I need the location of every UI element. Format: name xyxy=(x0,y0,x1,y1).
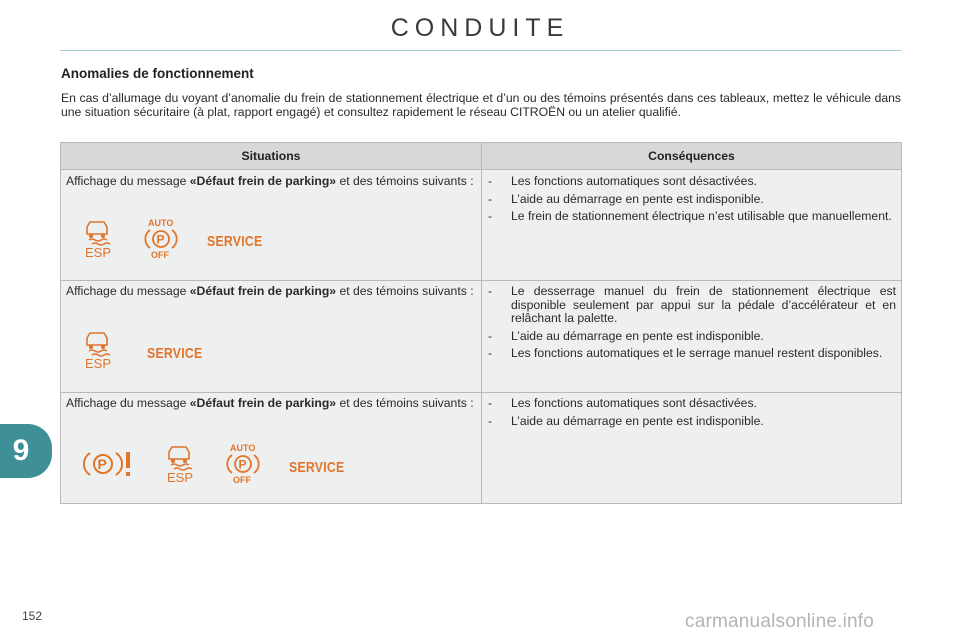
svg-text:AUTO: AUTO xyxy=(148,218,174,228)
parking-brake-fault-icon xyxy=(83,449,137,479)
bullet-dash: - xyxy=(488,396,493,410)
warning-icons xyxy=(61,171,481,271)
svg-text:ESP: ESP xyxy=(167,470,194,484)
situation-suffix: et des témoins suivants : xyxy=(336,284,474,298)
svg-text:P: P xyxy=(238,457,247,472)
list-item xyxy=(488,175,896,189)
bullet-dash: - xyxy=(488,328,493,343)
consequence-text: L’aide au démarrage en pente est indisponible. xyxy=(511,328,764,343)
list-item xyxy=(488,397,896,411)
situation-message: «Défaut frein de parking» xyxy=(189,396,337,410)
bullet-dash: - xyxy=(488,191,493,206)
svg-text:P: P xyxy=(156,232,165,247)
service-icon: SERVICE xyxy=(147,345,203,362)
consequence-text: Les fonctions automatiques et le serrage manuel restent disponibles. xyxy=(511,346,883,360)
situation-message: «Défaut frein de parking» xyxy=(189,284,337,298)
situation-prefix: Affichage du message xyxy=(66,284,190,298)
watermark: carmanualsonline.info xyxy=(685,611,875,632)
auto-off-parking-icon xyxy=(225,442,261,484)
svg-text:P: P xyxy=(97,456,107,472)
situation-prefix: Affichage du message xyxy=(66,396,190,410)
page-number: 152 xyxy=(22,609,43,623)
situation-prefix: Affichage du message xyxy=(66,174,190,188)
intro-paragraph: En cas d’allumage du voyant d’anomalie du frein de stationnement électrique et d’un ou des témoins présentés dans ces tableaux, mettez le véhicule dans une situation sécuritaire (à plat, rapport engagé) et consultez rapidement le réseau CITROËN ou un atelier qualifié. xyxy=(61,91,901,119)
bullet-dash: - xyxy=(488,209,493,223)
warning-icons xyxy=(61,281,481,381)
consequence-text: Le desserrage manuel du frein de stationnement électrique est disponible seulement par appui sur la pédale d’accélérateur et en relâchant la palette. xyxy=(511,284,896,325)
consequence-text: L’aide au démarrage en pente est indisponible. xyxy=(511,191,764,206)
list-item xyxy=(488,193,896,207)
list-item xyxy=(488,330,896,344)
bullet-dash: - xyxy=(488,346,493,360)
consequences-list xyxy=(488,397,896,432)
table-row xyxy=(61,171,901,280)
bullet-dash: - xyxy=(488,174,493,188)
chapter-number: 9 xyxy=(12,434,30,467)
header-divider xyxy=(60,50,901,51)
svg-text:ESP: ESP xyxy=(85,356,112,370)
consequences-list xyxy=(488,285,896,365)
header-consequences: Conséquences xyxy=(648,149,735,163)
list-item xyxy=(488,415,896,429)
consequence-text: Les fonctions automatiques sont désactivées. xyxy=(511,174,757,188)
situation-suffix: et des témoins suivants : xyxy=(336,396,474,410)
svg-text:AUTO: AUTO xyxy=(230,443,256,453)
warning-icons xyxy=(61,393,481,493)
esp-icon xyxy=(165,442,199,484)
esp-icon xyxy=(83,217,117,259)
service-icon: SERVICE xyxy=(207,233,263,250)
auto-off-parking-icon xyxy=(143,217,179,259)
svg-text:ESP: ESP xyxy=(85,245,112,259)
esp-icon xyxy=(83,328,117,370)
consequences-list xyxy=(488,175,896,228)
anomalies-table xyxy=(60,142,902,504)
section-title: Anomalies de fonctionnement xyxy=(61,66,254,81)
page-header-title: CONDUITE xyxy=(390,14,570,42)
svg-text:OFF: OFF xyxy=(151,250,169,259)
list-item xyxy=(488,285,896,326)
table-row xyxy=(61,281,901,392)
service-icon: SERVICE xyxy=(289,459,345,476)
situation-suffix: et des témoins suivants : xyxy=(336,174,474,188)
bullet-dash: - xyxy=(488,284,493,298)
header-situations: Situations xyxy=(241,149,301,163)
svg-text:OFF: OFF xyxy=(233,475,251,484)
situation-message: «Défaut frein de parking» xyxy=(189,174,337,188)
bullet-dash: - xyxy=(488,413,493,428)
list-item xyxy=(488,210,896,224)
consequence-text: L’aide au démarrage en pente est indisponible. xyxy=(511,413,764,428)
consequence-text: Le frein de stationnement électrique n’est utilisable que manuellement. xyxy=(511,209,892,223)
consequence-text: Les fonctions automatiques sont désactivées. xyxy=(511,396,757,410)
table-row xyxy=(61,393,901,503)
list-item xyxy=(488,347,896,361)
